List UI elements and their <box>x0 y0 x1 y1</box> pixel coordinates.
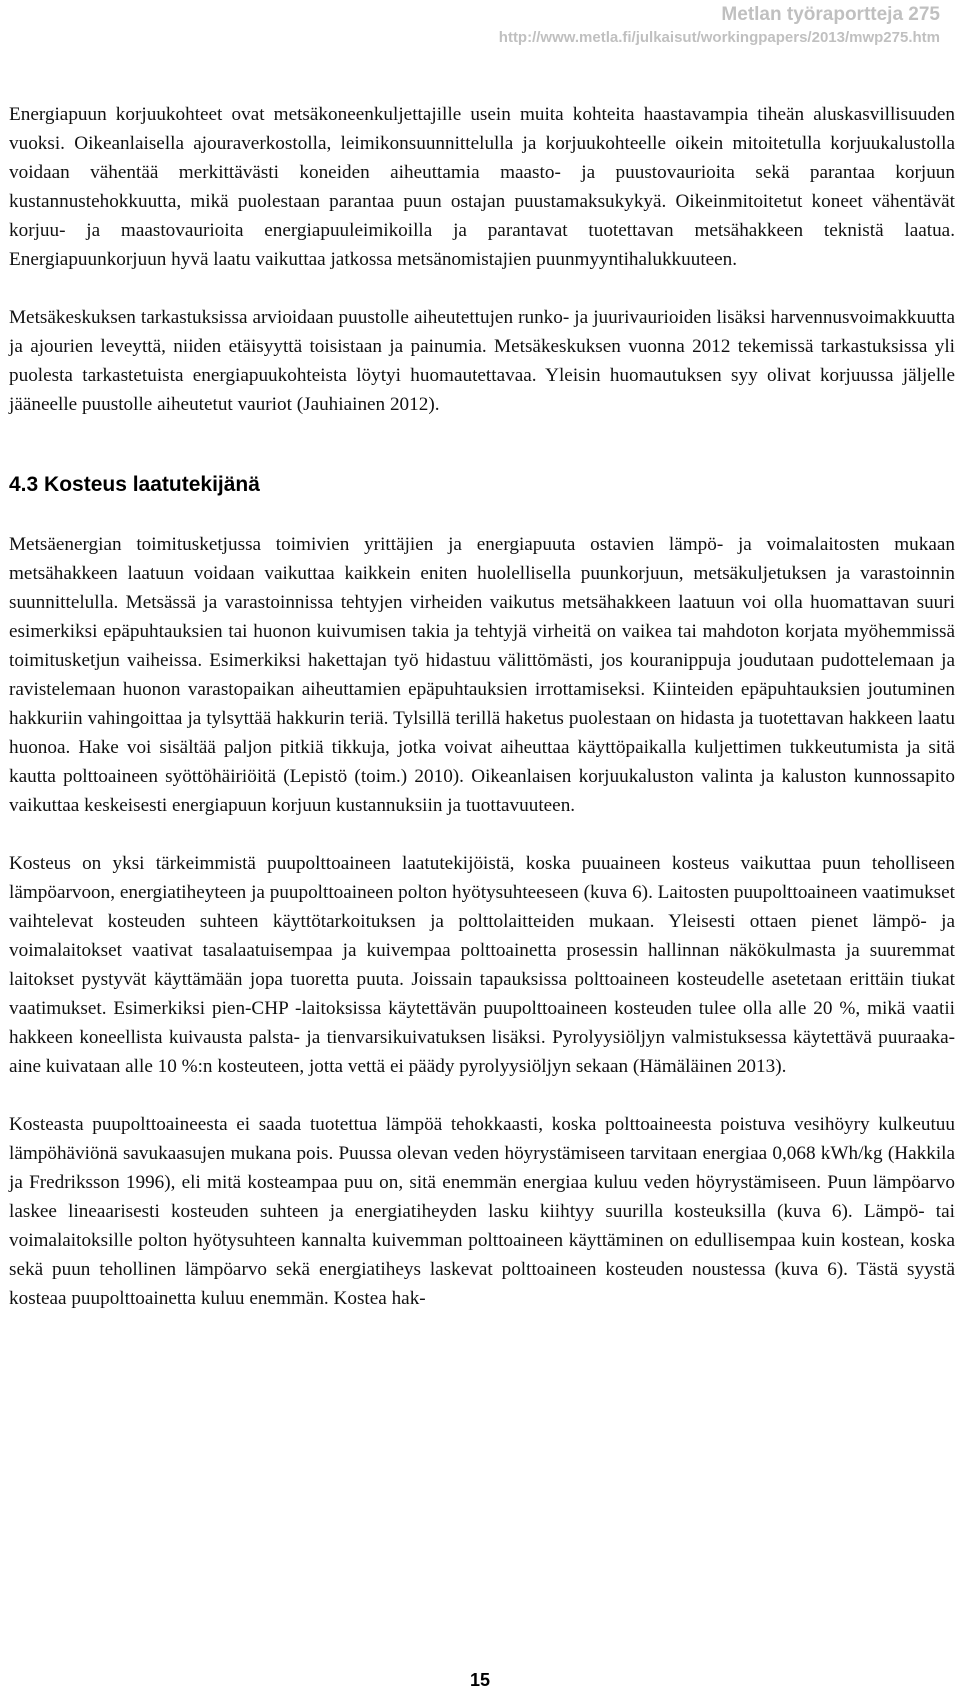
paragraph-2: Metsäkeskuksen tarkastuksissa arvioidaan puustolle aiheutettujen runko- ja juurivaurioiden lisäksi harvennusvoimakkuutta ja ajourien leveyttä, niiden etäisyyttä toisistaan ja painumia. Metsäkeskuksen vuonna 2012 tekemissä tarkastuksissa yli puolesta tarkastetuista energiapuukohteista löytyi huomautettavaa. Yleisin huomautuksen syy olivat korjuussa jäljelle jääneelle puustolle aiheutetut vauriot (Jauhiainen 2012). <box>9 307 955 415</box>
paragraph-5: Kosteasta puupolttoaineesta ei saada tuotettua lämpöä tehokkaasti, koska polttoaineesta poistuva vesihöyry kulkeutuu lämpöhäviönä savukaasujen mukana pois. Puussa olevan veden höyrystämiseen tarvitaan energiaa 0,068 kWh/kg (Hakkila ja Fredriksson 1996), eli mitä kosteampaa puu on, sitä enemmän energiaa kuluu veden höyrystämiseen. Puun lämpöarvo laskee lineaarisesti kosteuden suhteen ja energiatiheyden lasku kiihtyy suurilla kosteuksilla (kuva 6). Lämpö- tai voimalaitoksille polton hyötysuhteen kannalta kuivemman polttoaineen käyttäminen on edullisempaa kuin kostean, koska sekä puun tehollinen lämpöarvo sekä energiatiheys laskevat polttoaineen kosteuden noustessa (kuva 6). Tästä syystä kosteaa puupolttoainetta kuluu enemmän. Kostea hak- <box>9 1114 955 1309</box>
paragraph-4: Kosteus on yksi tärkeimmistä puupolttoaineen laatutekijöistä, koska puuaineen kosteus vaikuttaa puun teholliseen lämpöarvoon, energiatiheyteen ja puupolttoaineen polton hyötysuhteeseen (kuva 6). Laitosten puupolttoaineen vaatimukset vaihtelevat kosteuden suhteen käyttötarkoituksen ja polttolaitteiden mukaan. Yleisesti ottaen pienet lämpö- ja voimalaitokset vaativat tasalaatuisempaa ja kuivempaa polttoainetta prosessin hallinnan näkökulmasta ja suuremmat laitokset pystyvät käyttämään jopa tuoretta puuta. Joissain tapauksissa polttoaineen kosteudelle asetetaan erittäin tiukat vaatimukset. Esimerkiksi pien-CHP -laitoksissa käytettävän puupolttoaineen kosteuden tulee olla alle 20 %, mikä vaatii hakkeen koneellista kuivausta palsta- ja tienvarsikuivatuksen lisäksi. Pyrolyysiöljyn valmistuksessa käytettävä puuraaka-aine kuivataan alle 10 %:n kosteuteen, jotta vettä ei päädy pyrolyysiöljyn sekaan (Hämäläinen 2013). <box>9 853 955 1077</box>
series-url: http://www.metla.fi/julkaisut/workingpapers/2013/mwp275.htm <box>498 29 940 46</box>
series-title: Metlan työraportteja 275 <box>721 4 940 25</box>
page-number: 15 <box>469 1670 491 1690</box>
page-body <box>9 100 955 1313</box>
paragraph-3: Metsäenergian toimitusketjussa toimivien yrittäjien ja energiapuuta ostavien lämpö- ja voimalaitosten mukaan metsähakkeen laatuun voidaan vaikuttaa kaikkein eniten huolellisella puunkorjuun, metsäkuljetuksen ja varastoinnin suunnittelulla. Metsässä ja varastoinnissa tehtyjen virheiden vaikutus metsähakkeen laatuun voi olla huomattavan suuri esimerkiksi epäpuhtauksien tai huonon kuivumisen takia ja tehtyjä virheitä on vaikea tai mahdoton korjata myöhemmissä toimitusketjun vaiheissa. Esimerkiksi hakettajan työ hidastuu välittömästi, jos kouranippuja joudutaan pudottelemaan ja ravistelemaan huonon varastopaikan aiheuttamien epäpuhtauksien irrottamiseksi. Kiinteiden epäpuhtauksien joutuminen hakkuriin vahingoittaa ja tylsyttää hakkurin teriä. Tylsillä terillä haketus puolestaan on hidasta ja tuotettavan hakkeen laatu huonoa. Hake voi sisältää paljon pitkiä tikkuja, jotka voivat aiheuttaa käyttöpaikalla kuljettimen tukkeutumista ja sitä kautta polttoaineen syöttöhäiriöitä (Lepistö (toim.) 2010). Oikeanlaisen korjuukaluston valinta ja kaluston kunnossapito vaikuttaa keskeisesti energiapuun korjuun kustannuksiin ja tuottavuuteen. <box>9 534 955 816</box>
paragraph-1: Energiapuun korjuukohteet ovat metsäkoneenkuljettajille usein muita kohteita haastavampia tiheän aluskasvillisuuden vuoksi. Oikeanlaisella ajouraverkostolla, leimikonsuunnittelulla ja korjuukohteelle oikein mitoitetulla korjuukalustolla voidaan vähentää merkittävästi koneiden aiheuttamia maasto- ja puustovaurioita sekä parantaa korjuun kustannustehokkuutta, mikä puolestaan parantaa puun ostajan puustamaksukykyä. Oikeinmitoitetut koneet vähentävät korjuu- ja maastovaurioita energiapuuleimikoilla ja parantavat tuotettavan metsähakkeen teknistä laatua. Energiapuunkorjuun hyvä laatu vaikuttaa jatkossa metsänomistajien puunmyyntihalukkuuteen. <box>9 104 955 270</box>
section-heading: 4.3 Kosteus laatutekijänä <box>9 473 260 496</box>
page-header <box>0 0 960 48</box>
